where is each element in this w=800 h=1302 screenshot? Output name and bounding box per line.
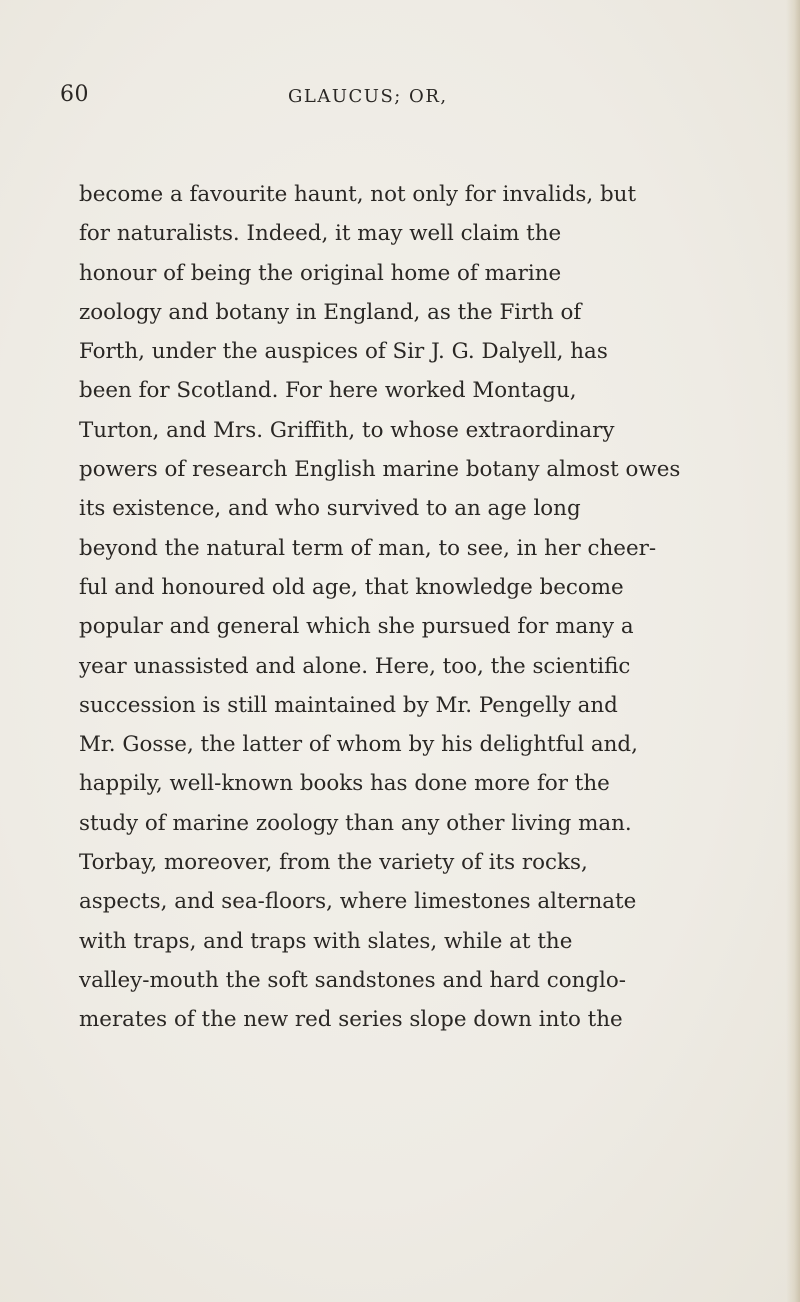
running-head: GLAUCUS; OR, <box>288 86 448 107</box>
text-line: beyond the natural term of man, to see, in her cheer- <box>79 535 657 561</box>
text-line: with traps, and traps with slates, while at the <box>79 928 573 954</box>
text-line: aspects, and sea-floors, where limestones alternate <box>79 889 637 915</box>
text-line: ful and honoured old age, that knowledge become <box>79 574 624 600</box>
text-line: been for Scotland. For here worked Montagu, <box>79 378 577 404</box>
text-line: Forth, under the auspices of Sir J. G. Dalyell, has <box>79 339 608 365</box>
text-line: merates of the new red series slope down into the <box>79 1007 623 1033</box>
text-line: become a favourite haunt, not only for invalids, but <box>79 182 637 207</box>
text-line: happily, well-known books has done more for the <box>79 771 610 797</box>
text-line: year unassisted and alone. Here, too, the scientific <box>79 653 631 679</box>
text-line: valley-mouth the soft sandstones and hard conglo- <box>79 967 627 993</box>
text-line: powers of research English marine botany almost owes <box>79 457 681 483</box>
text-line: for naturalists. Indeed, it may well claim the <box>79 221 562 247</box>
text-line: study of marine zoology than any other living man. <box>79 810 632 836</box>
page-number: 60 <box>60 82 89 107</box>
page-edge-shadow <box>786 0 800 1302</box>
text-line: its existence, and who survived to an age long <box>79 496 581 522</box>
text-line: Turton, and Mrs. Griffith, to whose extraordinary <box>79 417 615 443</box>
body-text <box>79 182 779 1050</box>
text-line: popular and general which she pursued for many a <box>79 614 634 640</box>
text-line: zoology and botany in England, as the Firth of <box>79 299 582 325</box>
text-line: Mr. Gosse, the latter of whom by his delightful and, <box>79 732 638 758</box>
text-line: succession is still maintained by Mr. Pengelly and <box>79 692 618 718</box>
page-header <box>60 82 760 122</box>
text-line: honour of being the original home of marine <box>79 260 562 286</box>
text-line: Torbay, moreover, from the variety of its rocks, <box>79 850 588 876</box>
